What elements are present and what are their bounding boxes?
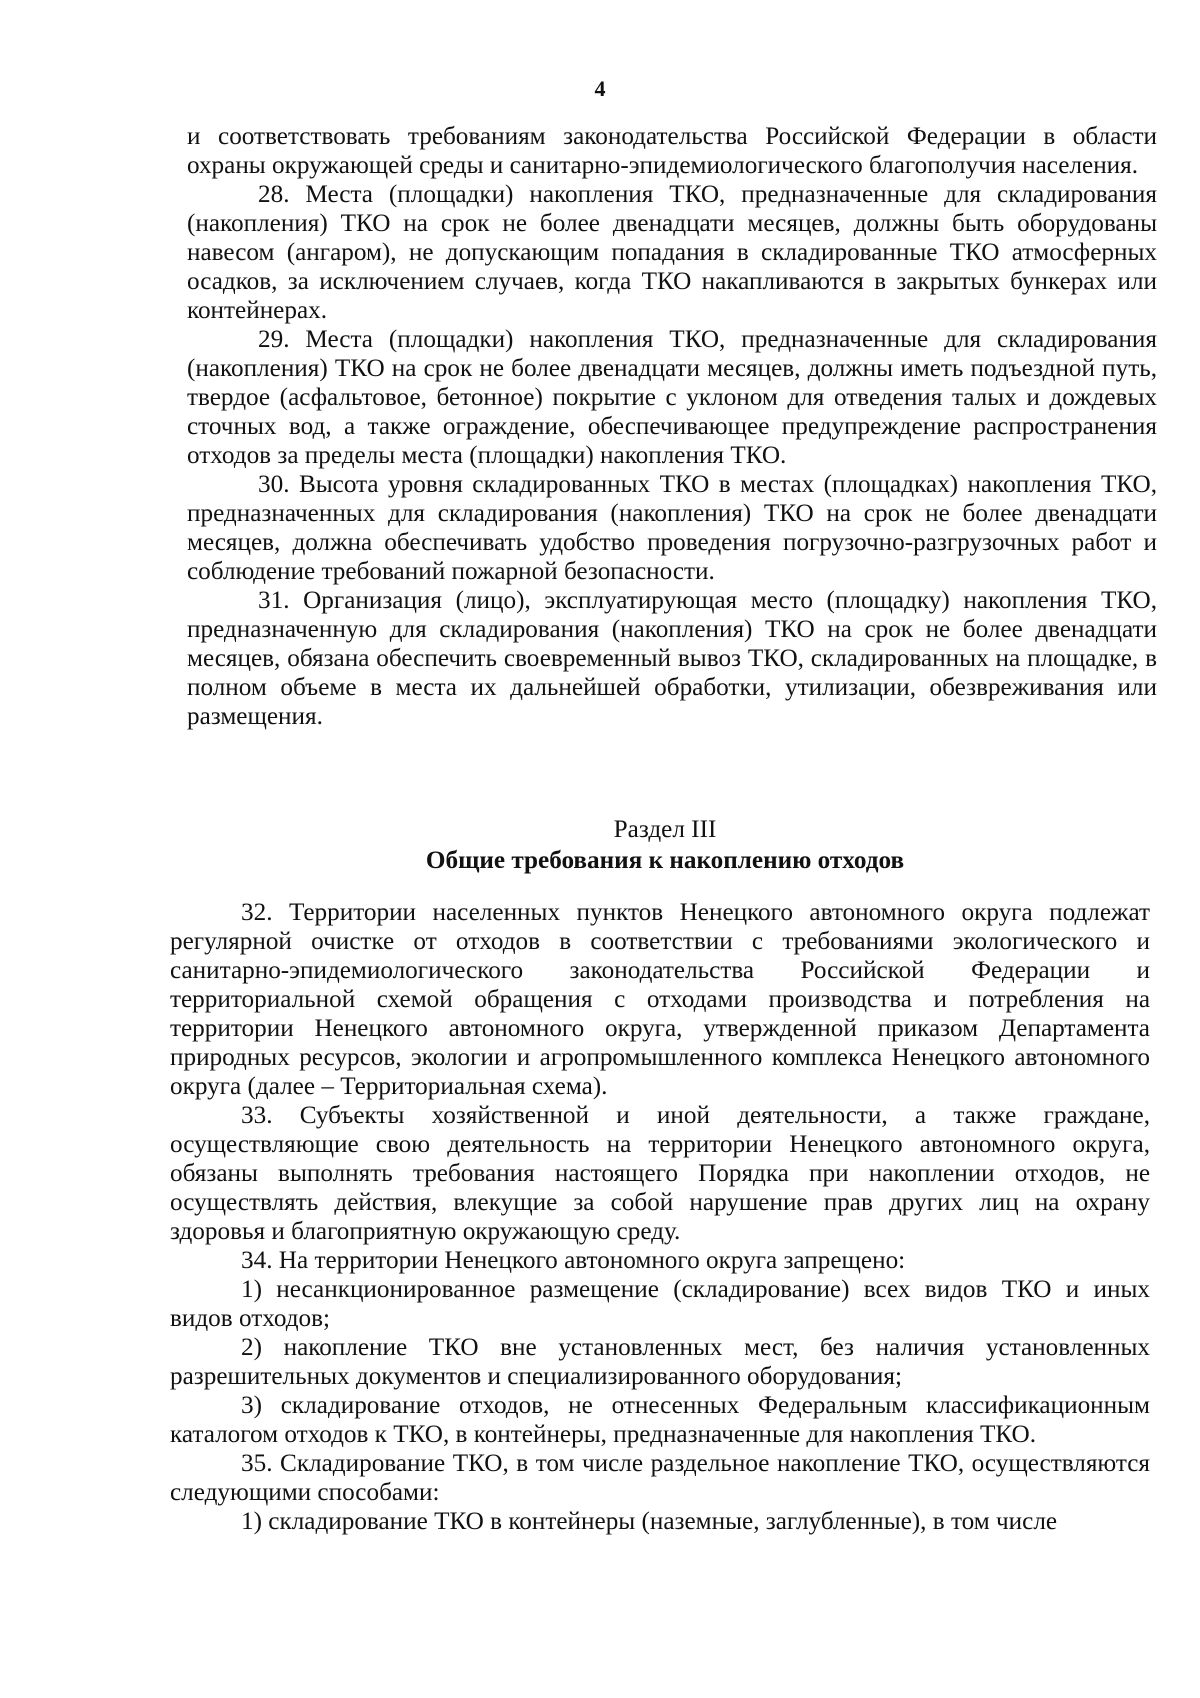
paragraph-33: 33. Субъекты хозяйственной и иной деятельности, а также граждане, осуществляющие свою деятельность на территории Ненецкого автономного округа, обязаны выполнять требования настоящего Порядка при накоплении отходов, не осуществлять действия, влекущие за собой нарушение прав других лиц на охрану здоровья и благоприятную окружающую среду. (170, 1102, 1150, 1245)
text-block-lower (170, 898, 1150, 1536)
paragraph-34-item-1: 1) несанкционированное размещение (складирование) всех видов ТКО и иных видов отходов; (170, 1276, 1150, 1332)
paragraph-29: 29. Места (площадки) накопления ТКО, предназначенные для складирования (накопления) ТКО на срок не более двенадцати месяцев, должны иметь подъездной путь, твердое (асфальтовое, бетонное) покрытие с уклоном для отведения талых и дождевых сточных вод, а также ограждение, обеспечивающее предупреждение распространения отходов за пределы места (площадки) накопления ТКО. (187, 326, 1157, 469)
paragraph-34-item-3: 3) складирование отходов, не отнесенных Федеральным классификационным каталогом отходов к ТКО, в контейнеры, предназначенные для накопления ТКО. (170, 1392, 1150, 1448)
paragraph-32: 32. Территории населенных пунктов Ненецкого автономного округа подлежат регулярной очистке от отходов в соответствии с требованиями экологического и санитарно-эпидемиологического законодательства Российской Федерации и территориальной схемой обращения с отходами производства и потребления на территории Ненецкого автономного округа, утвержденной приказом Департамента природных ресурсов, экологии и агропромышленного комплекса Ненецкого автономного округа (далее – Территориальная схема). (170, 899, 1150, 1100)
paragraph-continuation: и соответствовать требованиям законодательства Российской Федерации в области охраны окружающей среды и санитарно-эпидемиологического благополучия населения. (187, 123, 1157, 179)
section-label: Раздел III (613, 816, 717, 843)
text-block-upper (187, 122, 1157, 731)
paragraph-35-item-1: 1) складирование ТКО в контейнеры (наземные, заглубленные), в том числе (241, 1508, 1058, 1535)
paragraph-35: 35. Складирование ТКО, в том числе раздельное накопление ТКО, осуществляются следующими способами: (170, 1450, 1150, 1506)
paragraph-28: 28. Места (площадки) накопления ТКО, предназначенные для складирования (накопления) ТКО на срок не более двенадцати месяцев, должны быть оборудованы навесом (ангаром), не допускающим попадания в складированные ТКО атмосферных осадков, за исключением случаев, когда ТКО накапливаются в закрытых бункерах или контейнерах. (187, 181, 1157, 324)
paragraph-34-item-2: 2) накопление ТКО вне установленных мест, без наличия установленных разрешительных документов и специализированного оборудования; (170, 1334, 1150, 1390)
section-title: Общие требования к накоплению отходов (425, 847, 905, 874)
paragraph-34: 34. На территории Ненецкого автономного округа запрещено: (241, 1247, 906, 1274)
paragraph-30: 30. Высота уровня складированных ТКО в местах (площадках) накопления ТКО, предназначенных для складирования (накопления) ТКО на срок не более двенадцати месяцев, должна обеспечивать удобство проведения погрузочно-разгрузочных работ и соблюдение требований пожарной безопасности. (187, 471, 1157, 585)
page-number: 4 (594, 76, 606, 101)
paragraph-31: 31. Организация (лицо), эксплуатирующая место (площадку) накопления ТКО, предназначенную для складирования (накопления) ТКО на срок не более двенадцати месяцев, обязана обеспечить своевременный вывоз ТКО, складированных на площадке, в полном объеме в места их дальнейшей обработки, утилизации, обезвреживания или размещения. (187, 587, 1157, 730)
